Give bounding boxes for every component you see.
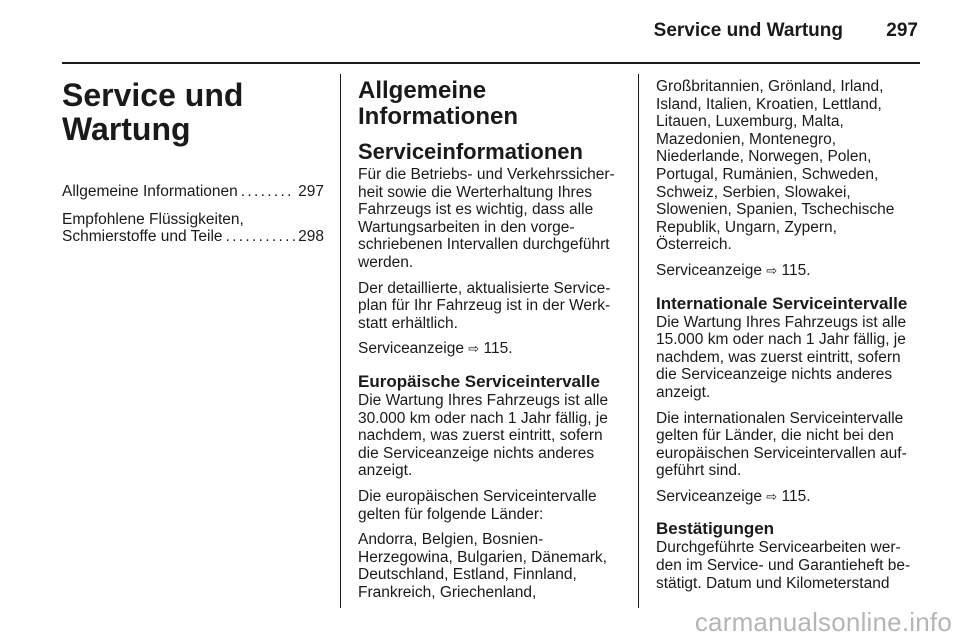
toc-column <box>62 78 324 256</box>
heading-serviceinformationen: Serviceinformationen <box>358 139 583 164</box>
toc-entry-page: 297 <box>298 183 324 200</box>
text-line: Frankreich, Griechenland, <box>358 583 537 601</box>
toc-leader <box>241 183 295 201</box>
text-line: europäischen Serviceintervallen auf- <box>656 444 907 462</box>
header-rule <box>62 62 920 64</box>
cross-reference[interactable]: Serviceanzeige ⇨ 115. <box>358 340 513 358</box>
text-line: 30.000 km oder nach 1 Jahr fällig, je <box>358 409 608 427</box>
reference-arrow-icon: ⇨ <box>766 488 778 504</box>
page-number: 297 <box>886 20 918 41</box>
text-line: Österreich. <box>656 236 732 254</box>
text-line: plan für Ihr Fahrzeug ist in der Werk- <box>358 297 611 315</box>
chapter-title: Service und Wartung <box>62 77 244 147</box>
content-column-2 <box>358 78 620 609</box>
heading-europaeische-serviceintervalle: Europäische Serviceintervalle <box>358 371 600 391</box>
text-line: Wartungsarbeiten in den vorge- <box>358 218 575 236</box>
country-list <box>358 531 620 601</box>
text-line: gelten für Länder, die nicht bei den <box>656 427 894 445</box>
text-line: Portugal, Rumänien, Schweden, <box>656 165 879 183</box>
text-line: Für die Betriebs- und Verkehrssicher- <box>358 166 615 183</box>
toc-entry[interactable] <box>62 211 324 246</box>
reference-arrow-icon: ⇨ <box>766 262 778 278</box>
text-line: Mazedonien, Montenegro, <box>656 130 837 148</box>
toc-entry-page: 298 <box>298 228 324 246</box>
text-line: die Serviceanzeige nichts anderes <box>656 366 893 384</box>
text-line: nachdem, was zuerst eintritt, sofern <box>656 348 901 366</box>
text-line: Schweiz, Serbien, Slowakei, <box>656 183 851 201</box>
paragraph <box>358 392 620 480</box>
text-line: die Serviceanzeige nichts anderes <box>358 444 595 462</box>
text-line: anzeigt. <box>358 462 413 480</box>
text-line: Die internationalen Serviceintervalle <box>656 409 904 427</box>
text-line: 15.000 km oder nach 1 Jahr fällig, je <box>656 331 906 349</box>
reference-arrow-icon: ⇨ <box>468 341 480 357</box>
text-line: schriebenen Intervallen durchgeführt <box>358 236 610 254</box>
heading-bestaetigungen: Bestätigungen <box>656 519 775 539</box>
paragraph <box>358 166 620 272</box>
text-line: den im Service- und Garantieheft be- <box>656 557 911 575</box>
section-title: Allgemeine Informationen <box>358 77 518 130</box>
column-divider-1 <box>340 74 341 608</box>
text-line: Deutschland, Estland, Finnland, <box>358 566 577 584</box>
paragraph <box>656 314 918 402</box>
toc-entry-label: Allgemeine Informationen <box>62 183 238 200</box>
toc-leader <box>226 228 296 246</box>
cross-reference[interactable]: Serviceanzeige ⇨ 115. <box>656 261 811 279</box>
text-line: gelten für folgende Länder: <box>358 505 544 523</box>
text-line: Durchgeführte Servicearbeiten wer- <box>656 539 901 557</box>
text-line: Herzegowina, Bulgarien, Dänemark, <box>358 548 607 566</box>
text-line: geführt sind. <box>656 462 742 480</box>
running-header-title: Service und Wartung <box>653 20 843 41</box>
text-line: heit sowie die Werterhaltung Ihres <box>358 183 593 201</box>
country-list <box>656 78 918 254</box>
text-line: Die Wartung Ihres Fahrzeugs ist alle <box>358 391 609 409</box>
text-line: nachdem, was zuerst eintritt, sofern <box>358 427 603 445</box>
paragraph <box>656 410 918 480</box>
watermark: carmanualsonline.info <box>694 607 952 637</box>
text-line: Andorra, Belgien, Bosnien- <box>358 531 544 549</box>
text-line: Die Wartung Ihres Fahrzeugs ist alle <box>656 313 907 331</box>
text-line: Niederlande, Norwegen, Polen, <box>656 148 872 166</box>
text-line: werden. <box>358 253 414 271</box>
text-line: Island, Italien, Kroatien, Lettland, <box>656 95 882 113</box>
text-line: Fahrzeugs ist es wichtig, dass alle <box>358 201 594 219</box>
text-line: statt erhältlich. <box>358 314 458 332</box>
text-line: Republik, Ungarn, Zypern, <box>656 218 837 236</box>
text-line: stätigt. Datum und Kilometerstand <box>656 574 890 592</box>
toc-entry[interactable] <box>62 183 324 201</box>
paragraph <box>656 539 918 592</box>
paragraph <box>358 488 620 523</box>
text-line: anzeigt. <box>656 383 711 401</box>
text-line: Slowenien, Spanien, Tschechische <box>656 201 895 219</box>
heading-internationale-serviceintervalle: Internationale Serviceintervalle <box>656 293 908 313</box>
text-line: Der detaillierte, aktualisierte Service- <box>358 279 611 297</box>
text-line: Großbritannien, Grönland, Irland, <box>656 78 884 95</box>
text-line: Litauen, Luxemburg, Malta, <box>656 113 844 131</box>
paragraph <box>358 280 620 333</box>
content-column-3 <box>656 78 918 600</box>
column-divider-2 <box>638 74 639 608</box>
cross-reference[interactable]: Serviceanzeige ⇨ 115. <box>656 487 811 505</box>
toc-entry-label: Empfohlene Flüssigkeiten, <box>62 210 244 228</box>
text-line: Die europäischen Serviceintervalle <box>358 487 597 505</box>
toc-entry-label: Schmierstoffe und Teile <box>62 228 223 246</box>
